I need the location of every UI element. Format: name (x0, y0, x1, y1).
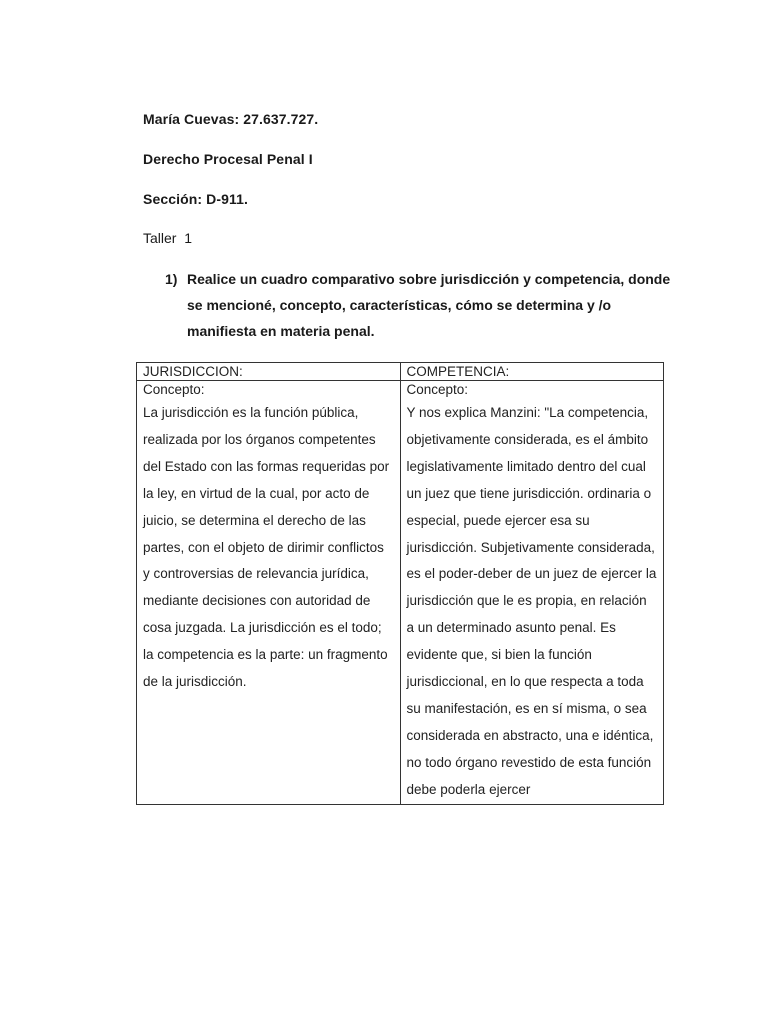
course-title: Derecho Procesal Penal I (143, 151, 313, 167)
student-name: María Cuevas: 27.637.727. (143, 111, 319, 127)
jurisdiccion-body: La jurisdicción es la función pública, realizada por los órganos competentes del Estado con las formas requeridas por la ley, en virtud de la cual, por acto de juicio, se determina el derecho de las partes, con el objeto de dirimir conflictos y controversias de relevancia jurídica, mediante decisiones con autoridad de cosa juzgada. La jurisdicción es el todo; la competencia es la parte: un fragmento de la jurisdicción. (143, 405, 390, 690)
question-number: 1) (165, 271, 178, 287)
jurisdiccion-cell (137, 381, 401, 805)
table-header-row (137, 363, 664, 381)
jurisdiccion-concept-label: Concepto: (143, 382, 205, 397)
competencia-cell (400, 381, 664, 805)
question-text: Realice un cuadro comparativo sobre jurisdicción y competencia, donde se mencioné, concepto, características, cómo se determina y /o manifiesta en materia penal. (187, 271, 671, 339)
table-row (137, 381, 664, 805)
question (165, 266, 675, 344)
competencia-body: Y nos explica Manzini: "La competencia, objetivamente considerada, es el ámbito legislativamente limitado dentro del cual un juez que tiene jurisdicción. ordinaria o especial, puede ejercer esa su jurisdicción. Subjetivamente considerada, es el poder-deber de un juez de ejercer la jurisdicción que le es propia, en relación a un determinado asunto penal. Es evidente que, si bien la función jurisdiccional, en lo que respecta a toda su manifestación, es en sí misma, o sea considerada en abstracto, una e idéntica, no todo órgano revestido de esta función debe poderla ejercer (406, 405, 657, 797)
comparison-table (136, 362, 664, 805)
header-competencia: COMPETENCIA: (400, 363, 664, 381)
competencia-concept-label: Concepto: (406, 382, 469, 397)
assignment-label: Taller 1 (143, 230, 193, 246)
header-jurisdiccion: JURISDICCION: (137, 363, 401, 381)
section-label: Sección: D-911. (143, 191, 248, 207)
